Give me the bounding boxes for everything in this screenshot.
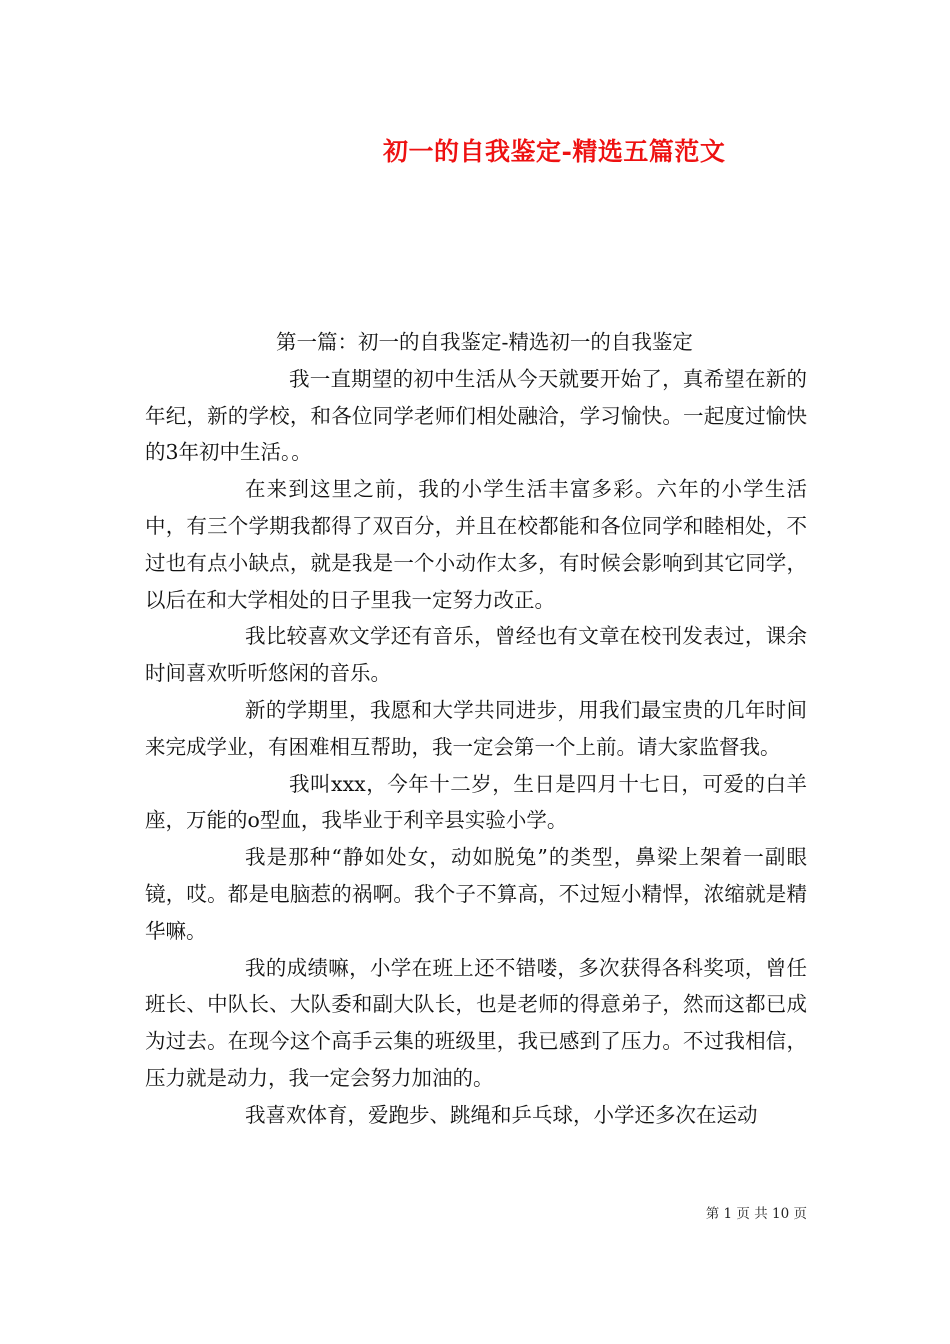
section-heading: 第一篇：初一的自我鉴定-精选初一的自我鉴定: [276, 330, 693, 354]
document-body: [145, 324, 807, 1134]
paragraph: 我一直期望的初中生活从今天就要开始了，真希望在新的年纪，新的学校，和各位同学老师们相处融洽，学习愉快。一起度过愉快的3年初中生活。。: [145, 366, 807, 465]
paragraph: 我比较喜欢文学还有音乐，曾经也有文章在校刊发表过，课余时间喜欢听听悠闲的音乐。: [145, 624, 807, 686]
paragraph: 我喜欢体育，爱跑步、跳绳和乒乓球，小学还多次在运动: [245, 1102, 758, 1127]
paragraph: 新的学期里，我愿和大学共同进步，用我们最宝贵的几年时间来完成学业，有困难相互帮助，我一定会第一个上前。请大家监督我。: [145, 697, 807, 759]
document-title: 初一的自我鉴定-精选五篇范文: [383, 137, 726, 166]
paragraph: 我叫xxx，今年十二岁，生日是四月十七日，可爱的白羊座，万能的o型血，我毕业于利辛县实验小学。: [145, 771, 807, 833]
page-number-footer: 第 1 页 共 10 页: [705, 1206, 807, 1222]
paragraph: 在来到这里之前，我的小学生活丰富多彩。六年的小学生活中，有三个学期我都得了双百分，并且在校都能和各位同学和睦相处，不过也有点小缺点，就是我是一个小动作太多，有时候会影响到其它同学，以后在和大学相处的日子里我一定努力改正。: [145, 477, 807, 612]
paragraph: 我是那种“静如处女，动如脱兔”的类型，鼻梁上架着一副眼镜，哎。都是电脑惹的祸啊。我个子不算高，不过短小精悍，浓缩就是精华嘛。: [145, 845, 807, 943]
title-area: [0, 132, 950, 172]
paragraph: 我的成绩嘛，小学在班上还不错喽，多次获得各科奖项，曾任班长、中队长、大队委和副大队长，也是老师的得意弟子，然而这都已成为过去。在现今这个高手云集的班级里，我已感到了压力。不过我相信，压力就是动力，我一定会努力加油的。: [145, 955, 807, 1090]
